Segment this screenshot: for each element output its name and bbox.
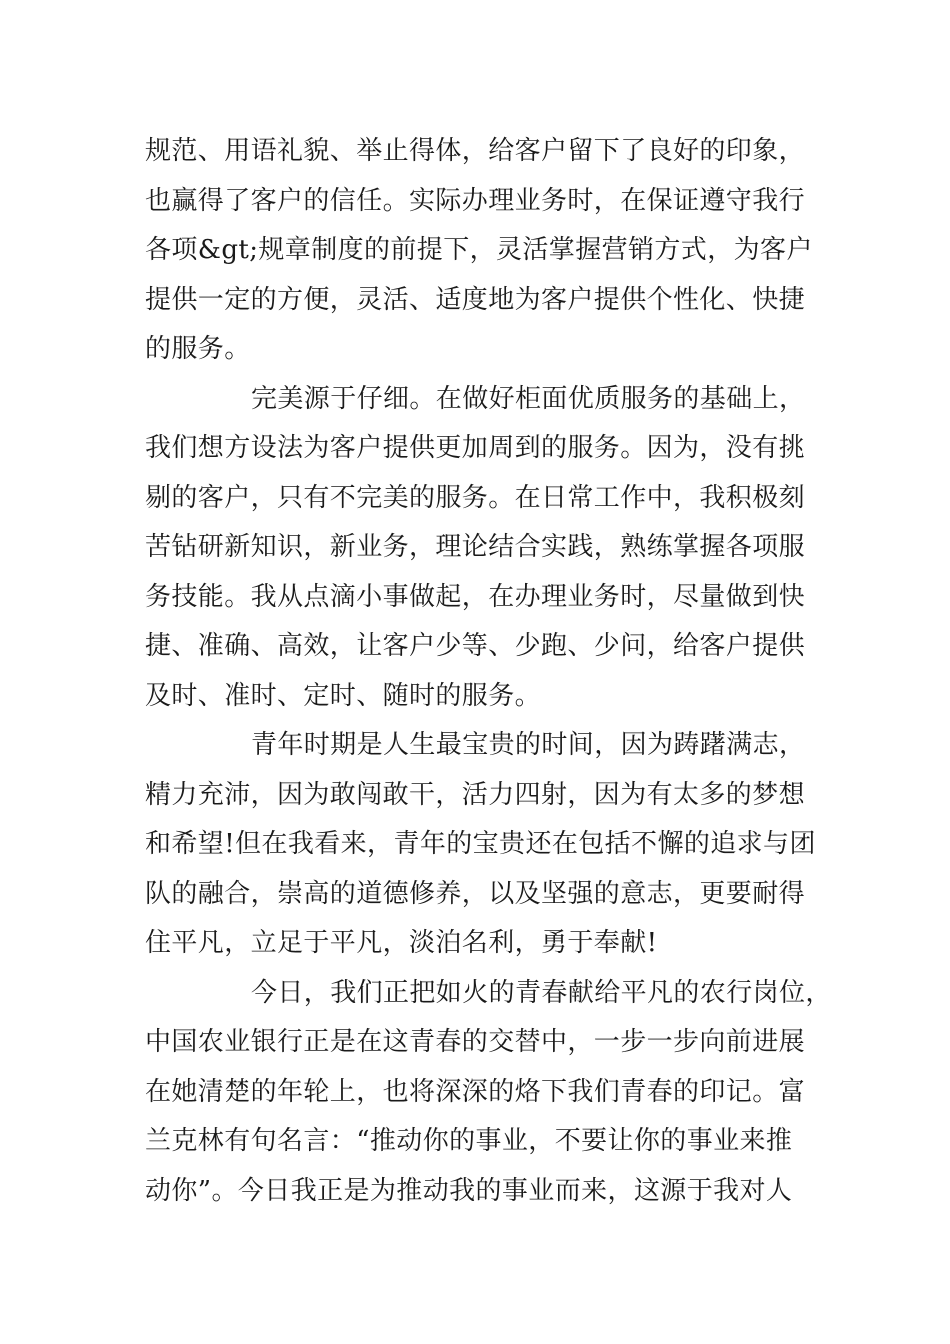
text-line: 我们想方设法为客户提供更加周到的服务。因为，没有挑 <box>145 433 806 463</box>
text-line: 住平凡，立足于平凡，淡泊名利，勇于奉献! <box>145 928 658 958</box>
text-line: 提供一定的方便，灵活、适度地为客户提供个性化、快捷 <box>145 284 806 315</box>
text-line: 动你”。今日我正是为推动我的事业而来，这源于我对人 <box>145 1175 793 1206</box>
text-line: 及时、准时、定时、随时的服务。 <box>145 680 542 711</box>
text-line: 捷、准确、高效，让客户少等、少跑、少问，给客户提供 <box>145 631 806 661</box>
text-line: 和希望!但在我看来，青年的宝贵还在包括不懈的追求与团 <box>145 829 816 859</box>
text-line: 规范、用语礼貌、举止得体，给客户留下了良好的印象， <box>145 136 806 166</box>
text-line: 剔的客户，只有不完美的服务。在日常工作中，我积极刻 <box>145 482 806 513</box>
paragraph-start-line: 青年时期是人生最宝贵的时间，因为踌躇满志， <box>251 730 806 760</box>
text-line: 在她清楚的年轮上，也将深深的烙下我们青春的印记。富 <box>145 1076 806 1107</box>
paragraph-start-line: 完美源于仔细。在做好柜面优质服务的基础上， <box>251 383 806 414</box>
text-line: 兰克林有句名言：“推动你的事业，不要让你的事业来推 <box>145 1126 793 1156</box>
text-line: 精力充沛，因为敢闯敢干，活力四射，因为有太多的梦想 <box>145 779 806 810</box>
paragraph-start-line: 今日，我们正把如火的青春献给平凡的农行岗位， <box>251 977 832 1008</box>
text-line: 中国农业银行正是在这青春的交替中，一步一步向前进展 <box>145 1027 806 1057</box>
text-line: 苦钻研新知识，新业务，理论结合实践，熟练掌握各项服 <box>145 532 806 562</box>
text-line: 也赢得了客户的信任。实际办理业务时，在保证遵守我行 <box>145 185 806 216</box>
text-line: 务技能。我从点滴小事做起，在办理业务时，尽量做到快 <box>145 581 806 612</box>
body-text <box>145 127 832 1216</box>
text-line: 各项&gt;规章制度的前提下，灵活掌握营销方式，为客户 <box>145 235 813 265</box>
text-line: 的服务。 <box>145 334 251 364</box>
text-line: 队的融合，崇高的道德修养，以及坚强的意志，更要耐得 <box>145 878 806 909</box>
